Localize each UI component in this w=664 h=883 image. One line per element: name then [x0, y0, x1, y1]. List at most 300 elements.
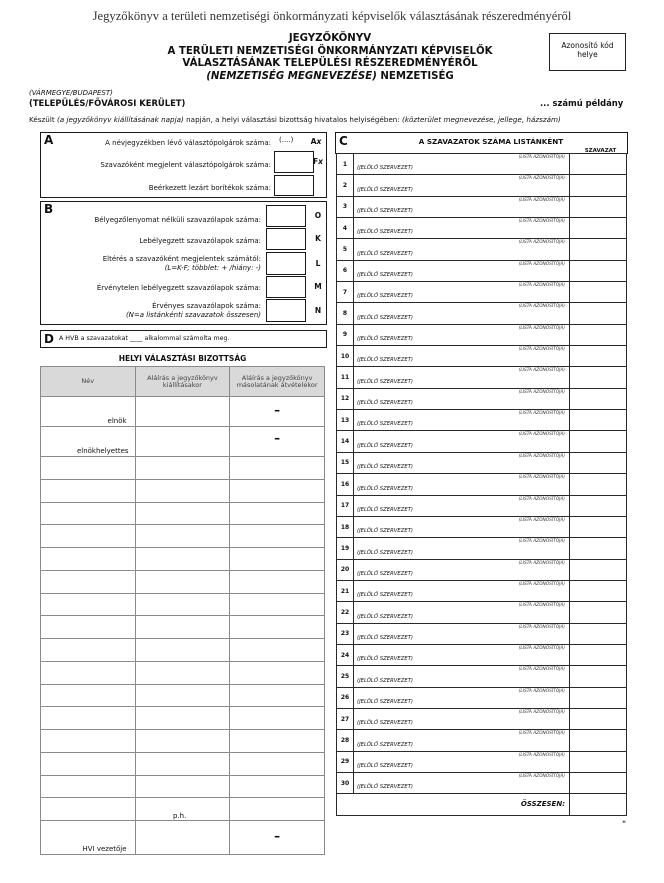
total-label: ÖSSZESEN:: [520, 800, 565, 809]
total-row: [337, 794, 627, 815]
list-row: [337, 196, 627, 217]
hvb-header-row: [41, 367, 325, 397]
list-id-placeholder: (LISTA AZONOSÍTÓJA): [518, 688, 565, 694]
hvb-row-leader: [41, 821, 325, 855]
hvb-table: [40, 366, 325, 855]
org-placeholder: (JELÖLŐ SZERVEZET): [357, 720, 414, 727]
list-id-placeholder: (LISTA AZONOSÍTÓJA): [518, 603, 565, 609]
hvb-row: [41, 570, 325, 593]
org-placeholder: (JELÖLŐ SZERVEZET): [357, 613, 414, 620]
made-middle: napján, a helyi választási bizottság hivatalos helyiségében:: [183, 115, 403, 124]
org-placeholder: (JELÖLŐ SZERVEZET): [357, 698, 414, 705]
title-line-1: JEGYZŐKÖNYV: [288, 33, 372, 44]
vice-sign2-cell: [230, 427, 325, 457]
list-id-placeholder: (LISTA AZONOSÍTÓJA): [518, 304, 565, 310]
list-org-cell[interactable]: [354, 410, 570, 431]
list-row: [337, 580, 627, 601]
list-votes-cell[interactable]: [570, 708, 627, 729]
stamped-input[interactable]: [266, 228, 306, 250]
list-votes-cell[interactable]: [570, 431, 627, 452]
member-name-cell[interactable]: [41, 707, 136, 730]
code-k: K: [315, 234, 321, 243]
vice-name-cell[interactable]: [41, 427, 136, 457]
list-votes-cell[interactable]: [570, 324, 627, 345]
org-placeholder: (JELÖLŐ SZERVEZET): [357, 784, 414, 791]
list-row: [337, 367, 627, 388]
list-org-cell[interactable]: [354, 260, 570, 281]
list-row-number: 21: [337, 580, 354, 601]
member-sign1-cell[interactable]: [135, 707, 230, 730]
code-m: M: [314, 282, 322, 291]
settlement-field: (TELEPÜLÉS/FŐVÁROSI KERÜLET): [29, 98, 186, 108]
list-votes-cell[interactable]: [570, 559, 627, 580]
chair-role: elnök: [107, 417, 127, 425]
list-id-placeholder: (LISTA AZONOSÍTÓJA): [518, 475, 565, 481]
member-sign2-cell[interactable]: [230, 707, 325, 730]
member-sign1-cell[interactable]: [135, 525, 230, 548]
list-votes-cell[interactable]: [570, 623, 627, 644]
hvb-col-sign1: Aláírás a jegyzőkönyv kiállításakor: [135, 367, 230, 397]
list-id-placeholder: (LISTA AZONOSÍTÓJA): [518, 752, 565, 758]
list-row: [337, 559, 627, 580]
list-votes-cell[interactable]: [570, 538, 627, 559]
valid-label: Érvényes szavazólapok száma: (N=a listánkénti szavazatok összesen): [125, 302, 261, 319]
list-id-placeholder: (LISTA AZONOSÍTÓJA): [518, 624, 565, 630]
list-row-number: 28: [337, 730, 354, 751]
hvb-row: [41, 616, 325, 639]
list-row-number: 19: [337, 538, 354, 559]
list-row: [337, 154, 627, 175]
list-org-cell[interactable]: [354, 666, 570, 687]
list-row: [337, 644, 627, 665]
list-org-cell[interactable]: [354, 580, 570, 601]
org-placeholder: (JELÖLŐ SZERVEZET): [357, 634, 414, 641]
member-sign2-cell[interactable]: [230, 502, 325, 525]
list-votes-cell[interactable]: [570, 474, 627, 495]
org-placeholder: (JELÖLŐ SZERVEZET): [357, 186, 414, 193]
list-votes-cell[interactable]: [570, 346, 627, 367]
member-name-cell[interactable]: [41, 752, 136, 775]
list-org-cell[interactable]: [354, 751, 570, 772]
member-name-cell[interactable]: [41, 548, 136, 571]
list-id-placeholder: (LISTA AZONOSÍTÓJA): [518, 240, 565, 246]
list-id-placeholder: (LISTA AZONOSÍTÓJA): [518, 219, 565, 225]
list-row: [337, 303, 627, 324]
section-c-title: A SZAVAZATOK SZÁMA LISTÁNKÉNT: [418, 137, 564, 146]
list-row: [337, 175, 627, 196]
member-sign2-cell[interactable]: [230, 752, 325, 775]
list-row-number: 25: [337, 666, 354, 687]
list-row-number: 22: [337, 602, 354, 623]
list-votes-cell[interactable]: [570, 452, 627, 473]
member-sign1-cell[interactable]: [135, 752, 230, 775]
member-name-cell[interactable]: [41, 525, 136, 548]
list-id-placeholder: (LISTA AZONOSÍTÓJA): [518, 560, 565, 566]
hvb-row-vice: [41, 427, 325, 457]
org-placeholder: (JELÖLŐ SZERVEZET): [357, 677, 414, 684]
address-hint: (közterület megnevezése, jellege, házszám): [402, 115, 561, 124]
list-id-placeholder: (LISTA AZONOSÍTÓJA): [518, 261, 565, 267]
list-votes-cell[interactable]: [570, 388, 627, 409]
list-id-placeholder: (LISTA AZONOSÍTÓJA): [518, 176, 565, 182]
list-row-number: 12: [337, 388, 354, 409]
list-row-number: 17: [337, 495, 354, 516]
member-sign1-cell[interactable]: [135, 457, 230, 480]
list-votes-cell[interactable]: [570, 218, 627, 239]
list-row-number: 27: [337, 708, 354, 729]
section-a-letter: A: [44, 133, 54, 147]
list-row: [337, 666, 627, 687]
org-placeholder: (JELÖLŐ SZERVEZET): [357, 464, 414, 471]
list-id-placeholder: (LISTA AZONOSÍTÓJA): [518, 453, 565, 459]
list-row: [337, 730, 627, 751]
list-id-placeholder: (LISTA AZONOSÍTÓJA): [518, 667, 565, 673]
envelopes-input[interactable]: [274, 175, 314, 196]
hvb-row: [41, 775, 325, 798]
nationality-placeholder: (NEMZETISÉG MEGNEVEZÉSE): [206, 70, 377, 82]
member-name-cell[interactable]: [41, 730, 136, 753]
org-placeholder: (JELÖLŐ SZERVEZET): [357, 570, 414, 577]
org-placeholder: (JELÖLŐ SZERVEZET): [357, 592, 414, 599]
hvb-row: [41, 479, 325, 502]
votes-col-header: SZAVAZAT: [584, 148, 617, 154]
list-org-cell[interactable]: [354, 623, 570, 644]
list-org-cell[interactable]: [354, 239, 570, 260]
list-org-cell[interactable]: [354, 367, 570, 388]
list-votes-cell[interactable]: [570, 580, 627, 601]
member-sign2-cell[interactable]: [230, 570, 325, 593]
list-org-cell[interactable]: [354, 303, 570, 324]
unstamped-input[interactable]: [266, 205, 306, 227]
list-votes-cell[interactable]: [570, 367, 627, 388]
date-hint: (a jegyzőkönyv kiállításának napja): [56, 115, 184, 124]
document-title: [150, 33, 510, 83]
list-org-cell[interactable]: [354, 730, 570, 751]
title-line-4: [150, 71, 510, 84]
org-placeholder: (JELÖLŐ SZERVEZET): [357, 485, 414, 492]
member-sign1-cell[interactable]: [135, 593, 230, 616]
invalid-input[interactable]: [266, 276, 306, 298]
list-id-placeholder: (LISTA AZONOSÍTÓJA): [518, 581, 565, 587]
difference-input[interactable]: [266, 252, 306, 275]
invalid-label: Érvénytelen lebélyegzett szavazólapok száma:: [96, 284, 261, 292]
member-name-cell[interactable]: [41, 639, 136, 662]
list-org-cell[interactable]: [354, 388, 570, 409]
member-sign2-cell[interactable]: [230, 616, 325, 639]
code-a: Ax: [310, 137, 322, 146]
member-sign1-cell[interactable]: [135, 616, 230, 639]
list-row: [337, 388, 627, 409]
member-sign2-cell[interactable]: [230, 548, 325, 571]
member-name-cell[interactable]: [41, 479, 136, 502]
member-sign1-cell[interactable]: [135, 502, 230, 525]
code-l: L: [315, 259, 321, 268]
hvb-row: [41, 502, 325, 525]
member-name-cell[interactable]: [41, 616, 136, 639]
dash-mark: –: [274, 829, 281, 843]
list-row: [337, 474, 627, 495]
list-row-number: 11: [337, 367, 354, 388]
list-id-placeholder: (LISTA AZONOSÍTÓJA): [518, 773, 565, 779]
hvb-row-chair: [41, 397, 325, 427]
list-id-placeholder: (LISTA AZONOSÍTÓJA): [518, 411, 565, 417]
list-org-cell[interactable]: [354, 324, 570, 345]
list-row-number: 5: [337, 239, 354, 260]
list-row-number: 10: [337, 346, 354, 367]
code-o: O: [314, 211, 322, 220]
org-placeholder: (JELÖLŐ SZERVEZET): [357, 506, 414, 513]
list-id-placeholder: (LISTA AZONOSÍTÓJA): [518, 389, 565, 395]
list-votes-cell[interactable]: [570, 303, 627, 324]
chair-sign1-cell[interactable]: [135, 397, 230, 427]
section-c-header: [335, 132, 628, 154]
list-org-cell[interactable]: [354, 644, 570, 665]
list-row-number: 23: [337, 623, 354, 644]
title-line-3: VÁLASZTÁSÁNAK TELEPÜLÉSI RÉSZEREDMÉNYÉRŐL: [182, 58, 478, 69]
member-sign2-cell[interactable]: [230, 798, 325, 821]
hvb-col-sign2: Aláírás a jegyzőkönyv másolatának átvételekor: [230, 367, 325, 397]
member-name-cell[interactable]: [41, 684, 136, 707]
list-row: [337, 218, 627, 239]
list-org-cell[interactable]: [354, 196, 570, 217]
member-sign1-cell[interactable]: [135, 730, 230, 753]
envelopes-label: Beérkezett lezárt borítékok száma:: [148, 184, 271, 192]
list-org-cell[interactable]: [354, 687, 570, 708]
unstamped-label: Bélyegzőlenyomat nélküli szavazólapok száma:: [94, 216, 261, 224]
org-placeholder: (JELÖLŐ SZERVEZET): [357, 272, 414, 279]
list-votes-cell[interactable]: [570, 260, 627, 281]
list-id-placeholder: (LISTA AZONOSÍTÓJA): [518, 197, 565, 203]
list-org-cell[interactable]: [354, 772, 570, 793]
list-votes-cell[interactable]: [570, 282, 627, 303]
list-votes-cell[interactable]: [570, 410, 627, 431]
difference-label: Eltérés a szavazóként megjelentek számától: (L=K-F; többlet: + /hiány: -): [102, 255, 261, 272]
code-f: Fx: [313, 157, 323, 166]
org-placeholder: (JELÖLŐ SZERVEZET): [357, 442, 414, 449]
list-org-cell[interactable]: [354, 452, 570, 473]
member-sign1-cell[interactable]: [135, 639, 230, 662]
member-sign2-cell[interactable]: [230, 639, 325, 662]
list-org-cell[interactable]: [354, 474, 570, 495]
org-placeholder: (JELÖLŐ SZERVEZET): [357, 229, 414, 236]
list-row: [337, 687, 627, 708]
registered-voters-label: A névjegyzékben lévő választópolgárok száma:: [105, 139, 271, 147]
leader-name-cell[interactable]: [41, 821, 136, 855]
list-id-placeholder: (LISTA AZONOSÍTÓJA): [518, 368, 565, 374]
leader-sign2-cell: [230, 821, 325, 855]
list-org-cell[interactable]: [354, 282, 570, 303]
section-b-letter: B: [44, 202, 54, 216]
vice-sign1-cell[interactable]: [135, 427, 230, 457]
list-row-number: 30: [337, 772, 354, 793]
list-row-number: 4: [337, 218, 354, 239]
org-placeholder: (JELÖLŐ SZERVEZET): [357, 421, 414, 428]
member-sign2-cell[interactable]: [230, 661, 325, 684]
member-name-cell[interactable]: [41, 775, 136, 798]
list-row-number: 14: [337, 431, 354, 452]
hvb-row: [41, 752, 325, 775]
total-votes-cell[interactable]: [570, 794, 627, 815]
list-row-number: 3: [337, 196, 354, 217]
nationality-suffix: NEMZETISÉG: [376, 70, 454, 82]
member-name-cell[interactable]: [41, 570, 136, 593]
list-org-cell[interactable]: [354, 431, 570, 452]
list-row-number: 8: [337, 303, 354, 324]
list-row-number: 20: [337, 559, 354, 580]
list-votes-cell[interactable]: [570, 602, 627, 623]
hvb-row: [41, 525, 325, 548]
list-row: [337, 452, 627, 473]
hvb-row: [41, 548, 325, 571]
org-placeholder: (JELÖLŐ SZERVEZET): [357, 656, 414, 663]
seal-placeholder: p.h.: [173, 812, 187, 820]
list-id-placeholder: (LISTA AZONOSÍTÓJA): [518, 155, 565, 160]
member-sign1-cell[interactable]: [135, 684, 230, 707]
list-org-cell[interactable]: [354, 602, 570, 623]
list-votes-cell[interactable]: [570, 772, 627, 793]
list-org-cell[interactable]: [354, 154, 570, 175]
list-row: [337, 538, 627, 559]
title-line-2: A TERÜLETI NEMZETISÉGI ÖNKORMÁNYZATI KÉPVISELŐK: [167, 45, 493, 57]
list-votes-cell[interactable]: [570, 175, 627, 196]
member-sign2-cell[interactable]: [230, 479, 325, 502]
member-sign2-cell[interactable]: [230, 775, 325, 798]
appeared-voters-input[interactable]: [274, 151, 314, 173]
org-placeholder: (JELÖLŐ SZERVEZET): [357, 208, 414, 215]
list-org-cell[interactable]: [354, 538, 570, 559]
member-sign2-cell[interactable]: [230, 730, 325, 753]
org-placeholder: (JELÖLŐ SZERVEZET): [357, 528, 414, 535]
list-row-number: 2: [337, 175, 354, 196]
list-org-cell[interactable]: [354, 175, 570, 196]
member-sign1-cell[interactable]: [135, 661, 230, 684]
section-d-letter: D: [44, 332, 54, 346]
hvb-row: [41, 707, 325, 730]
list-row-number: 15: [337, 452, 354, 473]
dash-mark: –: [274, 431, 281, 445]
section-b: [40, 201, 327, 325]
org-placeholder: (JELÖLŐ SZERVEZET): [357, 293, 414, 300]
list-votes-cell[interactable]: [570, 751, 627, 772]
list-row-number: 9: [337, 324, 354, 345]
org-placeholder: (JELÖLŐ SZERVEZET): [357, 549, 414, 556]
member-sign2-cell[interactable]: [230, 593, 325, 616]
section-c-letter: C: [339, 134, 348, 148]
list-row-number: 13: [337, 410, 354, 431]
list-id-placeholder: (LISTA AZONOSÍTÓJA): [518, 496, 565, 502]
made-line: [29, 115, 561, 124]
list-id-placeholder: (LISTA AZONOSÍTÓJA): [518, 432, 565, 438]
org-placeholder: (JELÖLŐ SZERVEZET): [357, 400, 414, 407]
list-row-number: 29: [337, 751, 354, 772]
list-org-cell[interactable]: [354, 346, 570, 367]
org-placeholder: (JELÖLŐ SZERVEZET): [357, 314, 414, 321]
list-votes-cell[interactable]: [570, 495, 627, 516]
member-name-cell[interactable]: [41, 502, 136, 525]
list-votes-cell[interactable]: [570, 644, 627, 665]
hvb-row: [41, 593, 325, 616]
list-row: [337, 772, 627, 793]
leader-sign1-cell[interactable]: [135, 821, 230, 855]
list-votes-cell[interactable]: [570, 516, 627, 537]
list-org-cell[interactable]: [354, 495, 570, 516]
member-sign1-cell[interactable]: [135, 548, 230, 571]
list-votes-cell[interactable]: [570, 666, 627, 687]
hvb-col-name: Név: [41, 367, 136, 397]
footer-mark: ": [622, 820, 627, 830]
list-org-cell[interactable]: [354, 708, 570, 729]
list-row: [337, 410, 627, 431]
org-placeholder: (JELÖLŐ SZERVEZET): [357, 762, 414, 769]
list-row: [337, 602, 627, 623]
valid-input[interactable]: [266, 299, 306, 322]
list-row: [337, 431, 627, 452]
member-sign1-cell[interactable]: [135, 570, 230, 593]
list-table: [336, 153, 627, 816]
list-row: [337, 495, 627, 516]
list-row-number: 1: [337, 154, 354, 175]
member-sign2-cell[interactable]: [230, 684, 325, 707]
dash-mark: –: [274, 403, 281, 417]
list-id-placeholder: (LISTA AZONOSÍTÓJA): [518, 325, 565, 331]
list-row: [337, 282, 627, 303]
list-org-cell[interactable]: [354, 559, 570, 580]
list-row-number: 24: [337, 644, 354, 665]
list-votes-cell[interactable]: [570, 154, 627, 175]
hvb-row: [41, 639, 325, 662]
stamped-label: Lebélyegzett szavazólapok száma:: [139, 237, 261, 245]
list-org-cell[interactable]: [354, 218, 570, 239]
hvb-row: [41, 661, 325, 684]
org-placeholder: (JELÖLŐ SZERVEZET): [357, 336, 414, 343]
hvb-row: [41, 684, 325, 707]
list-row-number: 7: [337, 282, 354, 303]
member-sign2-cell[interactable]: [230, 525, 325, 548]
member-name-cell[interactable]: [41, 798, 136, 821]
member-name-cell[interactable]: [41, 593, 136, 616]
leader-role: HVI vezetője: [82, 845, 127, 853]
list-id-placeholder: (LISTA AZONOSÍTÓJA): [518, 709, 565, 715]
list-votes-cell[interactable]: [570, 196, 627, 217]
list-row-number: 26: [337, 687, 354, 708]
member-sign1-cell[interactable]: [135, 479, 230, 502]
list-row: [337, 623, 627, 644]
list-id-placeholder: (LISTA AZONOSÍTÓJA): [518, 539, 565, 545]
chair-sign2-cell: [230, 397, 325, 427]
list-org-cell[interactable]: [354, 516, 570, 537]
page-header: Jegyzőkönyv a területi nemzetiségi önkormányzati képviselők választásának részeredményéről: [92, 9, 572, 23]
org-placeholder: (JELÖLŐ SZERVEZET): [357, 250, 414, 257]
appeared-voters-label: Szavazóként megjelent választópolgárok száma:: [100, 161, 271, 169]
member-sign2-cell[interactable]: [230, 457, 325, 480]
list-id-placeholder: (LISTA AZONOSÍTÓJA): [518, 283, 565, 289]
list-votes-cell[interactable]: [570, 730, 627, 751]
member-name-cell[interactable]: [41, 457, 136, 480]
list-votes-cell[interactable]: [570, 239, 627, 260]
recount-text: A HVB a szavazatokat ____ alkalommal számolta meg.: [59, 335, 230, 342]
list-votes-cell[interactable]: [570, 687, 627, 708]
list-row: [337, 516, 627, 537]
list-row: [337, 260, 627, 281]
chair-name-cell[interactable]: [41, 397, 136, 427]
member-sign1-cell[interactable]: [135, 775, 230, 798]
list-row-number: 16: [337, 474, 354, 495]
list-id-placeholder: (LISTA AZONOSÍTÓJA): [518, 645, 565, 651]
list-row: [337, 324, 627, 345]
vice-role: elnökhelyettes: [76, 447, 129, 455]
code-n: N: [314, 306, 322, 315]
member-name-cell[interactable]: [41, 661, 136, 684]
